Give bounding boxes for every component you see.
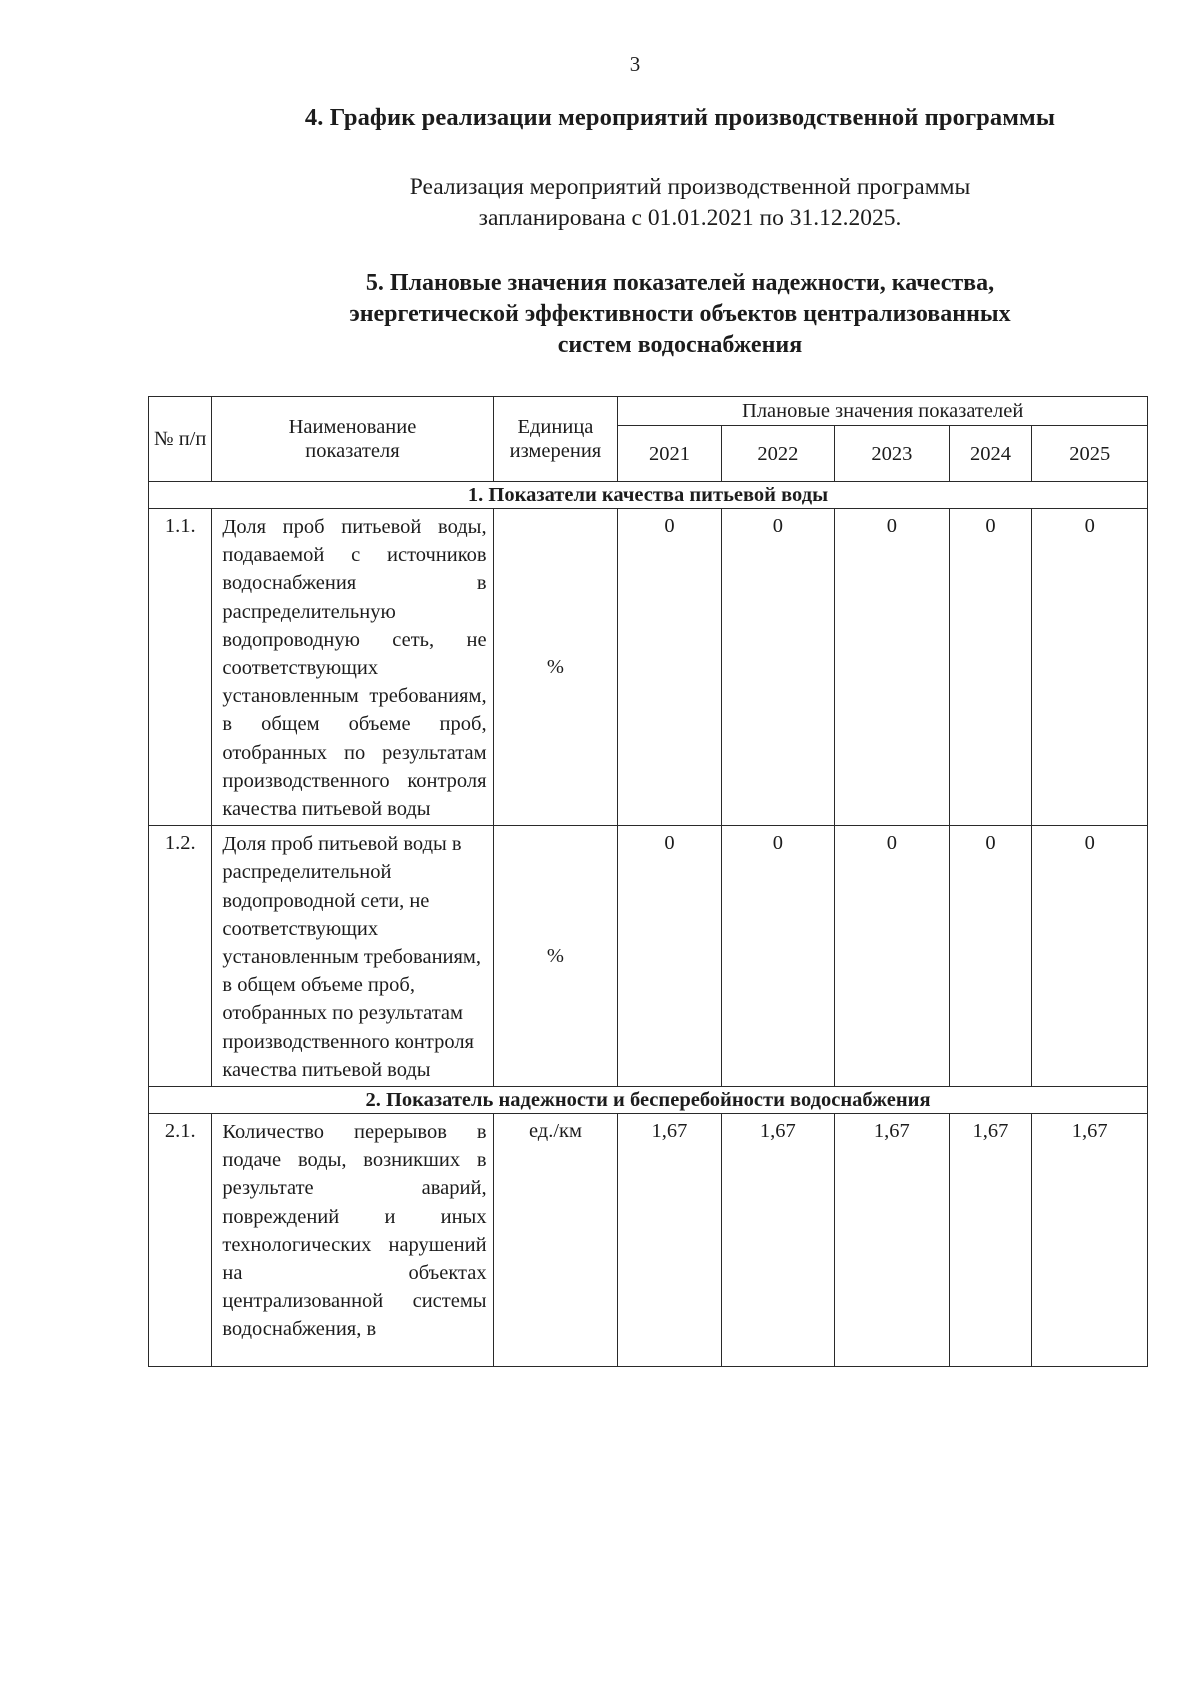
row-value: 0 bbox=[721, 509, 834, 826]
row-value: 1,67 bbox=[1032, 1114, 1148, 1367]
page-number: 3 bbox=[629, 52, 641, 76]
section-heading: 2. Показатель надежности и бесперебойности водоснабжения bbox=[149, 1087, 1148, 1114]
row-unit: ед./км bbox=[493, 1114, 618, 1367]
section-4-title: 4. График реализации мероприятий производственной программы bbox=[304, 104, 1056, 131]
table-row bbox=[149, 1114, 1148, 1367]
table-row bbox=[149, 826, 1148, 1087]
section-5-title-line-3: систем водоснабжения bbox=[557, 332, 803, 358]
header-year: 2021 bbox=[618, 426, 721, 482]
section-4-paragraph bbox=[250, 172, 1130, 234]
row-unit: % bbox=[493, 509, 618, 826]
section-5-title-line-2: энергетической эффективности объектов централизованных bbox=[349, 301, 1011, 327]
section-5-title-line-1: 5. Плановые значения показателей надежности, качества, bbox=[365, 270, 995, 296]
row-value: 0 bbox=[835, 509, 950, 826]
row-value: 1,67 bbox=[949, 1114, 1032, 1367]
row-num: 2.1. bbox=[149, 1114, 212, 1367]
table-row bbox=[149, 509, 1148, 826]
row-num: 1.2. bbox=[149, 826, 212, 1087]
paragraph-line-1: Реализация мероприятий производственной программы bbox=[409, 174, 971, 200]
row-name-cell bbox=[212, 1114, 493, 1367]
row-num: 1.1. bbox=[149, 509, 212, 826]
row-value: 0 bbox=[835, 826, 950, 1087]
row-unit: % bbox=[493, 826, 618, 1087]
row-value: 0 bbox=[1032, 509, 1148, 826]
row-name: Доля проб питьевой воды, подаваемой с источников водоснабжения в распределительную водопроводную сеть, не соответствующих установленным требованиям, в общем объеме проб, отобранных по результатам производственного контроля качества питьевой воды bbox=[212, 509, 493, 826]
header-unit: Единица измерения bbox=[493, 397, 618, 482]
row-value: 0 bbox=[1032, 826, 1148, 1087]
row-value: 0 bbox=[618, 509, 721, 826]
indicators-table bbox=[148, 396, 1148, 1367]
header-num: № п/п bbox=[149, 397, 212, 482]
paragraph-line-2: запланирована с 01.01.2021 по 31.12.2025. bbox=[478, 205, 902, 231]
header-plan: Плановые значения показателей bbox=[618, 397, 1148, 426]
header-year: 2025 bbox=[1032, 426, 1148, 482]
row-value: 0 bbox=[618, 826, 721, 1087]
header-year: 2023 bbox=[835, 426, 950, 482]
row-value: 1,67 bbox=[835, 1114, 950, 1367]
row-value: 0 bbox=[949, 509, 1032, 826]
section-5-title bbox=[240, 268, 1120, 361]
row-value: 1,67 bbox=[618, 1114, 721, 1367]
row-name: Количество перерывов в подаче воды, возникших в результате аварий, повреждений и иных технологических нарушений на объектах централизованной системы водоснабжения, в bbox=[222, 1121, 487, 1341]
row-value: 1,67 bbox=[721, 1114, 834, 1367]
header-year: 2022 bbox=[721, 426, 834, 482]
header-name: Наименование показателя bbox=[212, 397, 493, 482]
row-name: Доля проб питьевой воды в распределительной водопроводной сети, не соответствующих установленным требованиям, в общем объеме проб, отобранных по результатам производственного контроля качества питьевой воды bbox=[212, 826, 493, 1087]
section-heading: 1. Показатели качества питьевой воды bbox=[149, 482, 1148, 509]
row-value: 0 bbox=[949, 826, 1032, 1087]
header-year: 2024 bbox=[949, 426, 1032, 482]
row-value: 0 bbox=[721, 826, 834, 1087]
